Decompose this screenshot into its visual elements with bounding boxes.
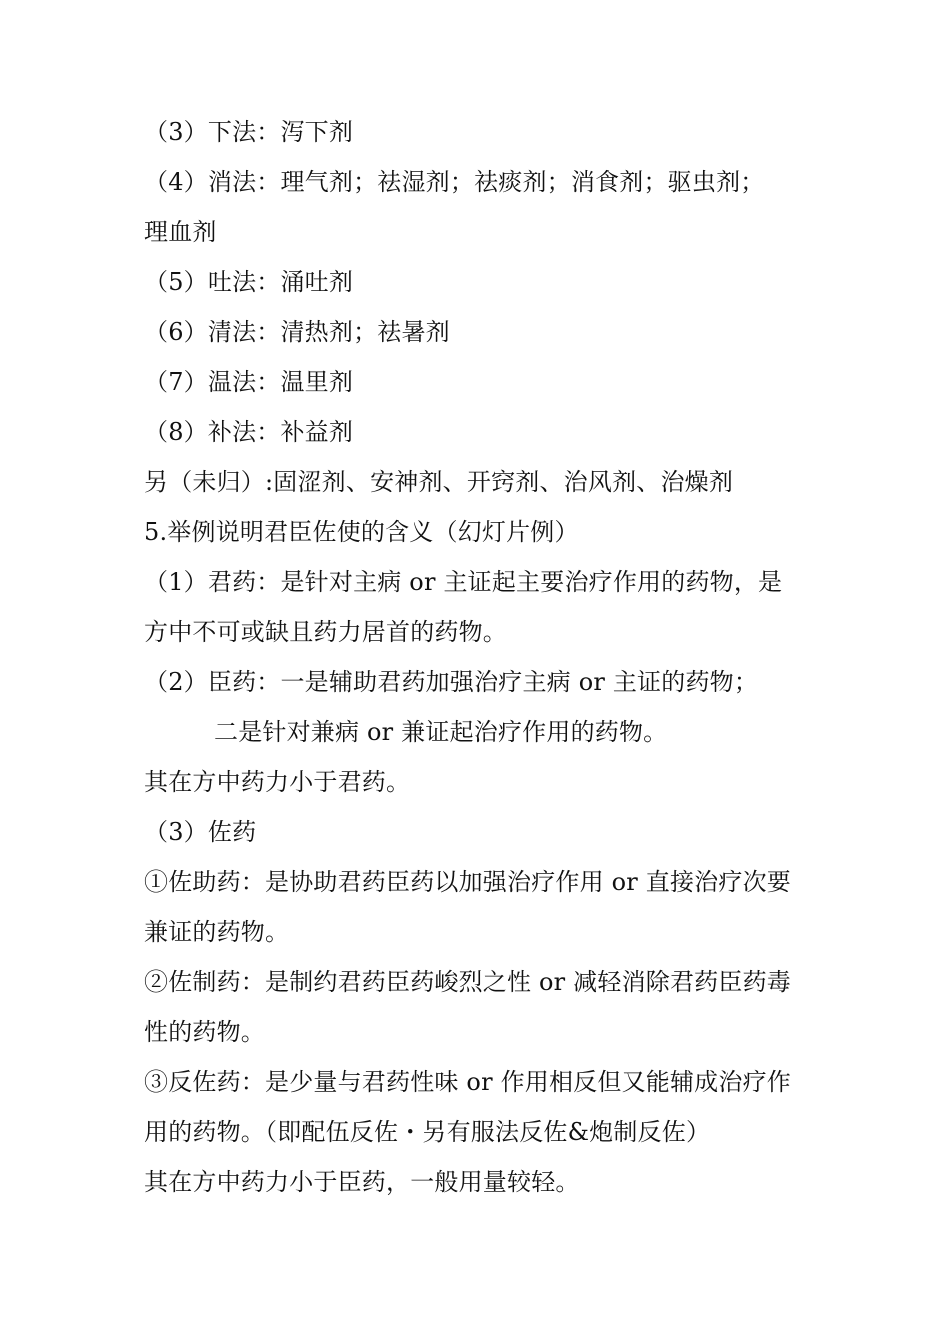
text-line-chenyao-strength: 其在方中药力小于君药。 [144,768,411,796]
text-line-zuozhi: ②佐制药：是制约君药臣药峻烈之性 or 减轻消除君药臣药毒 [144,968,791,996]
text-line-tufa: （5）吐法：涌吐剂 [144,268,354,296]
text-line-chenyao-second: 二是针对兼病 or 兼证起治疗作用的药物。 [214,718,668,746]
text-line-zuozhi-cont: 性的药物。 [144,1018,265,1046]
text-line-fanzuo-cont: 用的药物。（即配伍反佐・另有服法反佐&炮制反佐） [144,1118,711,1146]
text-line-other: 另（未归）:固涩剂、安神剂、开窍剂、治风剂、治燥剂 [144,468,734,496]
text-line-zuoyao-strength: 其在方中药力小于臣药，一般用量较轻。 [144,1168,580,1196]
text-line-zuozhu-cont: 兼证的药物。 [144,918,290,946]
text-line-chenyao: （2）臣药：一是辅助君药加强治疗主病 or 主证的药物； [144,668,759,696]
text-line-zuoyao: （3）佐药 [144,818,257,846]
section-heading-junchen: 5.举例说明君臣佐使的含义（幻灯片例） [144,518,579,546]
text-line-fanzuo: ③反佐药：是少量与君药性味 or 作用相反但又能辅成治疗作 [144,1068,791,1096]
text-line-zuozhu: ①佐助药：是协助君药臣药以加强治疗作用 or 直接治疗次要 [144,868,791,896]
text-line-junyao: （1）君药：是针对主病 or 主证起主要治疗作用的药物，是 [144,568,783,596]
text-line-junyao-cont: 方中不可或缺且药力居首的药物。 [144,618,507,646]
text-line-qingfa: （6）清法：清热剂；祛暑剂 [144,318,450,346]
text-line-bufa: （8）补法：补益剂 [144,418,354,446]
text-line-wenfa: （7）温法：温里剂 [144,368,354,396]
text-line-xiaofa: （4）消法：理气剂；祛湿剂；祛痰剂；消食剂；驱虫剂； [144,168,765,196]
text-line-xiaofa-cont: 理血剂 [144,218,217,246]
text-line-xiafa: （3）下法：泻下剂 [144,118,354,146]
